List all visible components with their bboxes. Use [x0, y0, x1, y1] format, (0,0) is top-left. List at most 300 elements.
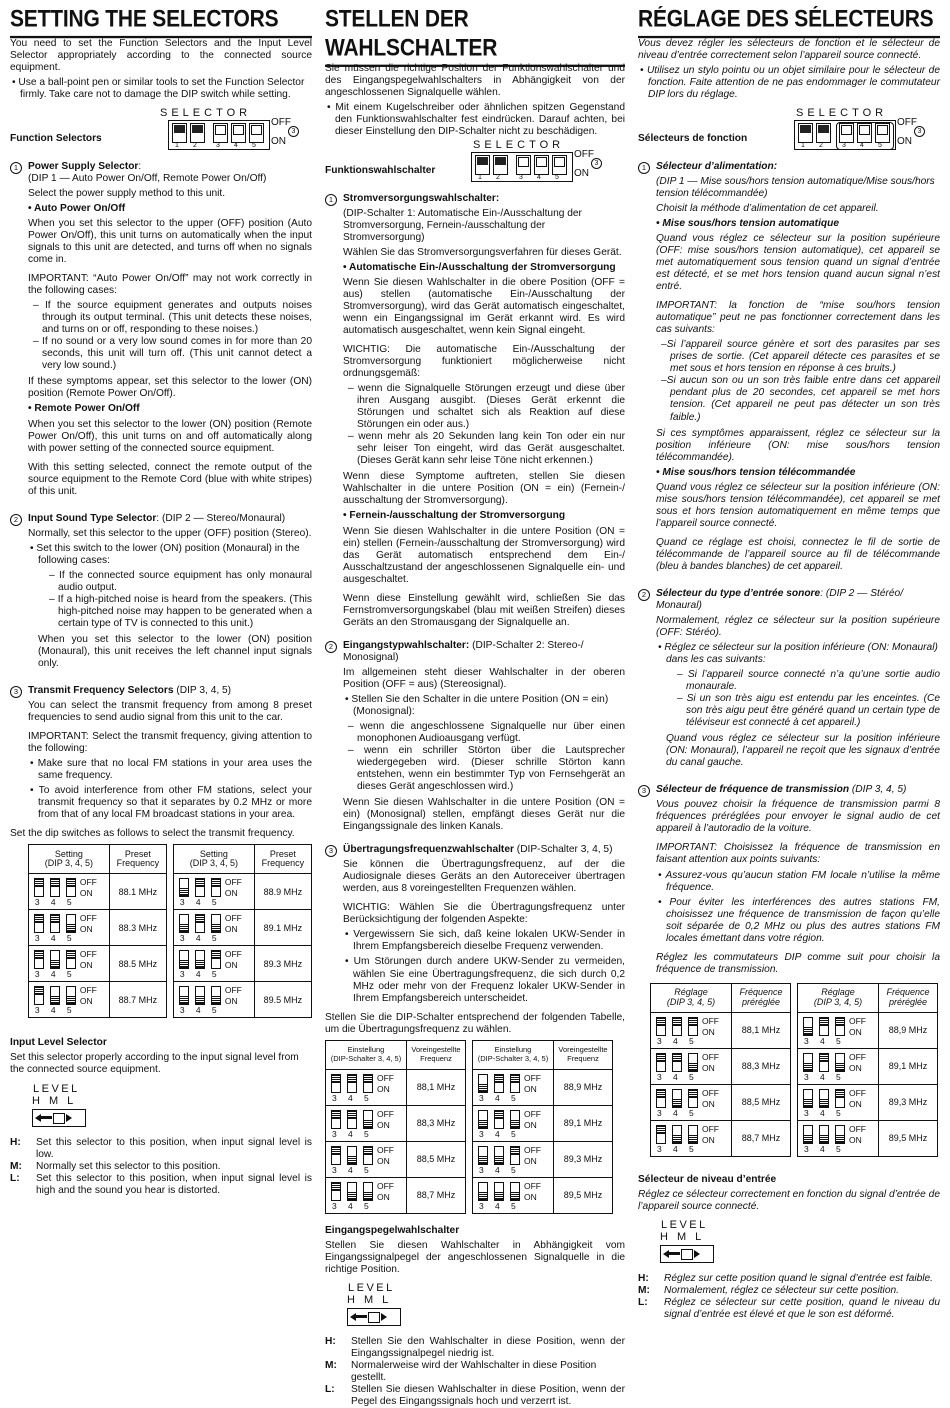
- table-row: [798, 1120, 938, 1156]
- dip-switch: [195, 950, 205, 969]
- dip-switch-setting: [652, 1122, 730, 1155]
- frequency-cell: 88.1 MHz: [109, 874, 166, 910]
- dip-number: 5: [511, 1092, 516, 1103]
- dip-number: 3: [179, 1005, 185, 1016]
- dip-switch: [688, 1125, 698, 1144]
- dip-number: 4: [673, 1143, 678, 1154]
- section-desc: Im allgemeinen steht dieser Wahlschalter in der oberen Position (OFF = aus) (Stereosignal).: [343, 666, 625, 690]
- section-power-supply: [10, 161, 312, 501]
- remote-power-head: • Remote Power On/Off: [28, 403, 140, 415]
- dip-number: 5: [364, 1128, 369, 1139]
- th-frequency: Preset Frequency: [254, 845, 311, 874]
- dip-number: 4: [673, 1035, 678, 1046]
- off-on-labels: OFF ON: [524, 1108, 541, 1130]
- setting-cell: [29, 982, 110, 1018]
- dip-switch: [34, 950, 44, 969]
- setting-cell: [174, 982, 255, 1018]
- table-row: [798, 1084, 938, 1120]
- setting-cell: [326, 1141, 407, 1177]
- section-transmit-frequency: [10, 685, 312, 824]
- important-note: WICHTIG: Wählen Sie die Übertragungsfrequenz unter Berücksichtigung der folgenden Aspekte:: [343, 902, 625, 926]
- switch-number: 4: [860, 141, 864, 149]
- dip-switch: [34, 914, 44, 933]
- dip-number: 4: [495, 1200, 500, 1211]
- dip-switch: [478, 1182, 488, 1201]
- dip-number: 5: [836, 1143, 841, 1154]
- selector-figure: [794, 107, 934, 153]
- important-note: IMPORTANT: Select the transmit frequency, giving attention to the following:: [28, 731, 312, 755]
- dip-number: 4: [820, 1071, 825, 1082]
- off-label: OFF: [271, 116, 291, 128]
- bullet-item: • Um Störungen durch andere UKW-Sender zu vermeiden, wählen Sie eine Übertragungsfrequenz, die sich durch 0,2 MHz oder mehr von der Frequenz lokaler UKW-Sender in Ihrem Empfangsbereich unterscheidet.: [345, 956, 625, 1004]
- dip-switch: [819, 1089, 829, 1108]
- table-row: [174, 874, 312, 910]
- dip-number: 4: [50, 969, 56, 980]
- dip-switch: [672, 1125, 682, 1144]
- off-on-labels: OFF ON: [79, 985, 97, 1007]
- frequency-cell: 89.3 MHz: [254, 946, 311, 982]
- level-key: M:: [325, 1359, 337, 1371]
- dip-switch: [211, 986, 221, 1005]
- dip-number: 5: [66, 969, 72, 980]
- circle-number-1: 1: [10, 162, 22, 174]
- dip-switch: [211, 950, 221, 969]
- column-german: [325, 6, 625, 1408]
- dip-switch-setting: [474, 1071, 552, 1104]
- off-on-labels: OFF ON: [702, 1051, 719, 1073]
- section-sub: (DIP 3, 4, 5): [849, 784, 907, 796]
- symptoms-text: If these symptoms appear, set this selector to the lower (ON) position (Remote Power On/Off).: [28, 376, 312, 400]
- level-text: Stellen Sie den Wahlschalter in diese Position, wenn der Eingangssignalpegel niedrig ist.: [351, 1335, 625, 1359]
- section-desc: Select the power supply method to this unit.: [28, 187, 226, 199]
- dip-switch-setting: [175, 983, 253, 1016]
- set-dip-instruction: Réglez les commutateurs DIP comme suit pour choisir la fréquence de transmission.: [656, 951, 940, 975]
- dip-switch: [835, 1017, 845, 1036]
- circle-3-callout: 3: [591, 158, 602, 169]
- setting-cell: [29, 874, 110, 910]
- function-selectors-label: Sélecteurs de fonction: [638, 132, 748, 144]
- intro-text: You need to set the Function Selectors and the Input Level Selector appropriately according to the connected source equipment.: [10, 37, 312, 73]
- dip-switch-setting: [30, 983, 108, 1016]
- table-row: [29, 910, 167, 946]
- dip-switch: [363, 1146, 373, 1165]
- level-definitions: [638, 1273, 940, 1321]
- dip-number: 3: [332, 1164, 337, 1175]
- dip-number: 4: [195, 969, 201, 980]
- switch-number: 1: [801, 141, 805, 149]
- section-note: Wenn Sie diesen Wahlschalter in die untere Position (ON = ein) (Monosignal) stellen, empfängt dieses Gerät nur die Eingangssignale des linken Kanals.: [343, 797, 625, 833]
- dip-switch-setting: [799, 1122, 877, 1155]
- dip-number: 4: [820, 1107, 825, 1118]
- dip-switch: [688, 1053, 698, 1072]
- dip-number: 5: [211, 1005, 217, 1016]
- dip-number: 5: [211, 933, 217, 944]
- dip-number: 3: [804, 1143, 809, 1154]
- dip-switch-setting: [799, 1050, 877, 1083]
- function-selectors-row: [638, 107, 940, 153]
- frequency-cell: 88.5 MHz: [109, 946, 166, 982]
- th-frequency: Fréquence préréglée: [879, 983, 938, 1012]
- table-row: [651, 1012, 791, 1048]
- section-power-supply-fr: [638, 161, 940, 576]
- th-setting: Setting (DIP 3, 4, 5): [29, 845, 110, 874]
- dip-switch: [819, 1053, 829, 1072]
- dip-switch: [179, 986, 189, 1005]
- dip-number: 4: [348, 1164, 353, 1175]
- remote-power-text: Wenn Sie diesen Wahlschalter in die untere Position (ON = ein) stellen (Fernein-/ausschaltung der Stromversorgung) wird das Gerät automatisch entsprechend dem Ein-/ Ausschaltzustand der angeschlossenen Signalquelle ein- und ausgeschaltet.: [343, 525, 625, 585]
- dip-switch: [656, 1017, 666, 1036]
- level-title: LEVEL: [661, 1218, 708, 1231]
- switch-number: 2: [496, 173, 500, 181]
- section-sub: : (DIP 2 — Stéréo/ Monaural): [656, 587, 904, 611]
- th-frequency: Preset Frequency: [109, 845, 166, 874]
- dip-number: 5: [511, 1200, 516, 1211]
- off-on-labels: OFF ON: [377, 1180, 394, 1202]
- section-title: Power Supply Selector: [28, 160, 139, 172]
- dip-number: 3: [804, 1107, 809, 1118]
- dip-number: 5: [511, 1164, 516, 1175]
- dip-switch: [494, 1182, 504, 1201]
- setting-cell: [651, 1120, 732, 1156]
- off-on-labels: OFF ON: [224, 985, 242, 1007]
- th-setting: Setting (DIP 3, 4, 5): [174, 845, 255, 874]
- dip-number: 3: [179, 933, 185, 944]
- section-desc: Normalement, réglez ce sélecteur sur la position supérieure (OFF: Stéréo).: [656, 614, 940, 638]
- frequency-cell: 88,9 MHz: [879, 1012, 938, 1048]
- frequency-cell: 89,5 MHz: [554, 1177, 613, 1213]
- dip-switch-setting: [652, 1050, 730, 1083]
- remote-power-text-2: With this setting selected, connect the remote output of the source equipment to the Remote Cord (blue with white stripes) of this unit.: [28, 461, 312, 497]
- dip-switch-setting: [474, 1179, 552, 1212]
- frequency-table: [797, 983, 938, 1157]
- dip-switch: [34, 878, 44, 897]
- setting-cell: [798, 1120, 879, 1156]
- dip-switch-setting: [30, 947, 108, 980]
- dip-switch: [835, 1125, 845, 1144]
- th-setting: Einstellung (DIP-Schalter 3, 4, 5): [326, 1040, 407, 1069]
- auto-power-head: • Auto Power On/Off: [28, 203, 126, 215]
- off-on-labels: OFF ON: [849, 1087, 866, 1109]
- dip-switch: [478, 1110, 488, 1129]
- section-sub: (DIP 3, 4, 5): [173, 685, 232, 697]
- dip-number: 4: [673, 1107, 678, 1118]
- selector-title: SELECTOR: [473, 138, 565, 151]
- important-note: IMPORTANT: Choisissez la fréquence de transmission en faisant attention aux points suivants:: [656, 842, 940, 866]
- frequency-table: [472, 1040, 613, 1214]
- dip-switch: [50, 914, 60, 933]
- dip-switch: [494, 1110, 504, 1129]
- dip-switch-1: [172, 123, 187, 143]
- on-label: ON: [271, 135, 286, 147]
- dip-number: 3: [179, 897, 185, 908]
- intro-bullet: • Use a ball-point pen or similar tools to set the Function Selector firmly. Take care not to damage the DIP switch while setting.: [12, 76, 305, 100]
- frequency-table: [28, 844, 167, 1018]
- dip-switch-block: [168, 120, 270, 150]
- important-note: IMPORTANT: “Auto Power On/Off” may not work correctly in the following cases:: [28, 273, 312, 297]
- dip-switch-setting: [327, 1071, 405, 1104]
- dip-number: 5: [211, 897, 217, 908]
- dip-switch: [66, 950, 76, 969]
- dip-number: 3: [34, 933, 40, 944]
- bullet-item: • To avoid interference from other FM stations, select your transmit frequency so that it separates by 0.2 MHz or more from that of any local FM broadcast stations in your area.: [30, 785, 312, 821]
- function-selectors-label: Function Selectors: [10, 132, 102, 144]
- dip-switch-5: [249, 123, 264, 143]
- table-row: [326, 1105, 466, 1141]
- section-desc: Vous pouvez choisir la fréquence de transmission parmi 8 fréquences préréglées pour envoyer le signal audio de cet appareil à l’autoradio de la voiture.: [656, 799, 940, 835]
- setting-cell: [473, 1105, 554, 1141]
- table-row: [798, 1012, 938, 1048]
- intro-bullet: • Utilisez un stylo pointu ou un objet similaire pour le sélecteur de fonction. Faite attention de ne pas endommager le commutateur DIP lors du réglage.: [640, 64, 940, 100]
- remote-power-head: • Mise sous/hors tension télécommandée: [656, 466, 856, 478]
- dip-number: 5: [836, 1071, 841, 1082]
- dip-number: 4: [820, 1143, 825, 1154]
- section-sub: (DIP 1 — Mise sous/hors tension automatique/Mise sous/hors tension télécommandée): [656, 175, 935, 199]
- important-note: WICHTIG: Die automatische Ein-/Ausschaltung der Stromversorgung funktioniert möglicherweise nicht ordnungsgemäß:: [343, 344, 625, 380]
- function-selectors-row: [325, 139, 625, 185]
- dip-switch-setting: [30, 911, 108, 944]
- section-title: Sélecteur d’alimentation:: [656, 160, 778, 172]
- bullet-item: • Make sure that no local FM stations in your area uses the same frequency.: [30, 758, 312, 782]
- dip-number: 3: [657, 1143, 662, 1154]
- section-transmit-de: [325, 844, 625, 1007]
- dip-switch: [803, 1017, 813, 1036]
- section-desc: You can select the transmit frequency from among 8 preset frequencies to send audio signal from this unit to the car.: [28, 700, 312, 724]
- section-desc: Wählen Sie das Stromversorgungsverfahren für dieses Gerät.: [343, 246, 622, 258]
- level-figure: [32, 1083, 92, 1129]
- level-figure: [660, 1219, 720, 1265]
- dip-number: 5: [66, 1005, 72, 1016]
- frequency-cell: 89,5 MHz: [879, 1120, 938, 1156]
- dip-switch: [688, 1017, 698, 1036]
- dip-switch: [347, 1074, 357, 1093]
- circle-number-2: 2: [10, 514, 22, 526]
- dip-switch: [672, 1017, 682, 1036]
- off-on-labels: OFF ON: [224, 913, 242, 935]
- setting-cell: [798, 1012, 879, 1048]
- off-on-labels: OFF ON: [849, 1123, 866, 1145]
- dip-number: 4: [495, 1164, 500, 1175]
- dip-switch-setting: [799, 1014, 877, 1047]
- off-on-labels: OFF ON: [849, 1015, 866, 1037]
- setting-cell: [326, 1105, 407, 1141]
- frequency-cell: 88,5 MHz: [407, 1141, 466, 1177]
- dip-switch: [179, 950, 189, 969]
- dip-switch: [672, 1089, 682, 1108]
- setting-cell: [174, 910, 255, 946]
- table-row: [326, 1177, 466, 1213]
- circle-number-1: 1: [638, 162, 650, 174]
- dip-switch: [211, 914, 221, 933]
- level-letters: HML: [32, 1094, 83, 1107]
- intro-text: Sie müssen die richtige Position der Funktionswahlschalter und des Eingangspegelwahlschalters in Abhängigkeit von der angeschlossenen Signalquelle wählen.: [325, 62, 625, 98]
- off-label: OFF: [574, 148, 594, 160]
- column-french: [638, 6, 940, 1321]
- frequency-cell: 89.1 MHz: [254, 910, 311, 946]
- dash-item: – If a high-pitched noise is heard from the speakers. (This high-pitched noise may happen to be generated when a certain type of TV is connected to this unit.): [49, 593, 312, 629]
- dip-number: 3: [804, 1071, 809, 1082]
- dip-switch: [195, 914, 205, 933]
- section-sub: (DIP-Schalter 1: Automatische Ein-/Ausschaltung der Stromversorgung, Fernein-/ausschaltung der Stromversorgung): [343, 207, 582, 243]
- on-label: ON: [574, 167, 589, 179]
- dash-item: – If the connected source equipment has only monaural audio output.: [49, 569, 312, 593]
- dip-number: 4: [348, 1128, 353, 1139]
- page-title-en: SETTING THE SELECTORS: [10, 6, 312, 38]
- section-power-supply-de: [325, 193, 625, 632]
- bullet-item: • Stellen Sie den Schalter in die untere Position (ON = ein) (Monosignal):: [345, 693, 609, 717]
- column-english: [10, 6, 312, 1197]
- section-title: Sélecteur de fréquence de transmission: [656, 784, 850, 796]
- table-row: [651, 1048, 791, 1084]
- dip-switch-setting: [30, 875, 108, 908]
- table-row: [651, 1084, 791, 1120]
- level-letters: HML: [660, 1230, 711, 1243]
- dip-switch: [510, 1146, 520, 1165]
- frequency-cell: 89,1 MHz: [879, 1048, 938, 1084]
- dip-number: 4: [50, 1005, 56, 1016]
- page-title-de: STELLEN DER WAHLSCHALTER: [325, 6, 625, 66]
- switch-number: 5: [252, 141, 256, 149]
- dip-number: 3: [34, 1005, 40, 1016]
- off-on-labels: OFF ON: [377, 1072, 394, 1094]
- section-sub: : (DIP 1 — Auto Power On/Off, Remote Power On/Off): [28, 160, 267, 184]
- dip-switch: [835, 1089, 845, 1108]
- dip-number: 5: [364, 1200, 369, 1211]
- level-text: Normally set this selector to this position.: [36, 1160, 221, 1172]
- section-desc: Choisit la méthode d’alimentation de cet appareil.: [656, 203, 879, 215]
- dip-number: 4: [50, 897, 56, 908]
- dash-item: – wenn mehr als 20 Sekunden lang kein Ton oder ein nur sehr leiser Ton eingeht, wird das Gerät ausgeschaltet. (Dieses Gerät kann sehr leise Töne nicht erkennen.): [348, 431, 625, 467]
- dip-number: 5: [689, 1035, 694, 1046]
- table-row: [798, 1048, 938, 1084]
- table-row: [174, 946, 312, 982]
- setting-cell: [651, 1048, 732, 1084]
- table-row: [29, 874, 167, 910]
- setting-cell: [651, 1084, 732, 1120]
- section-input-type-fr: [638, 588, 940, 772]
- bullet-item: • Vergewissern Sie sich, daß keine lokalen UKW-Sender in Ihrem Empfangsbereich dieselbe Frequenz verwenden.: [345, 929, 625, 953]
- dip-switch: [66, 986, 76, 1005]
- level-text: Normalerweise wird der Wahlschalter in diese Position gestellt.: [351, 1359, 597, 1383]
- bullet-item: • Pour éviter les interférences des autres stations FM, choisissez une fréquence de transmission de façon qu’elle soit séparée de 0,2 MHz ou plus des autres stations FM locales émettant dans votre région.: [658, 896, 940, 944]
- frequency-table: [325, 1040, 466, 1214]
- input-level-desc: Stellen Sie diesen Wahlschalter in Abhängigkeit vom Eingangssignalpegel der angeschlossenen Signalquelle in die richtige Position.: [325, 1239, 625, 1275]
- section-sub: (DIP-Schalter 3, 4, 5): [513, 844, 613, 856]
- set-dip-instruction: Set the dip switches as follows to select the transmit frequency.: [10, 828, 295, 840]
- important-note: IMPORTANT: la fonction de “mise sou/hors tension automatique” peut ne pas fonctionner correctement dans les cas suivants:: [656, 300, 940, 336]
- dip-switch: [494, 1074, 504, 1093]
- dip-number: 4: [495, 1092, 500, 1103]
- off-on-labels: OFF ON: [79, 877, 97, 899]
- dip-number: 3: [479, 1092, 484, 1103]
- dip-switch-4: [231, 123, 246, 143]
- dip-switch-setting: [799, 1086, 877, 1119]
- auto-power-text: Quand vous réglez ce sélecteur sur la position supérieure (OFF: mise sous/hors tension automatique), cet appareil se met automatiquement sous tension quand un signal d’entrée est détecté, et se met hors tension quand aucun signal n’est entré.: [656, 233, 940, 293]
- dip-number: 5: [66, 933, 72, 944]
- dash-item: – Si l’appareil source connecté n’a qu’une sortie audio monaurale.: [677, 669, 940, 693]
- dip-number: 3: [479, 1200, 484, 1211]
- page-title-fr: RÉGLAGE DES SÉLECTEURS: [638, 6, 940, 38]
- section-sub: : (DIP 2 — Stereo/Monaural): [156, 512, 286, 524]
- dip-switch: [363, 1074, 373, 1093]
- dip-switch-setting: [327, 1107, 405, 1140]
- dip-switch: [803, 1053, 813, 1072]
- level-text: Réglez sur cette position quand le signal d’entrée est faible.: [664, 1272, 934, 1284]
- level-definitions: [325, 1336, 625, 1408]
- dip-switch-setting: [474, 1107, 552, 1140]
- dash-item: – wenn die angeschlossene Signalquelle nur über einen monophonen Audioausgang verfügt.: [348, 720, 625, 744]
- setting-cell: [326, 1177, 407, 1213]
- frequency-cell: 88,5 MHz: [732, 1084, 791, 1120]
- dip-switch: [50, 986, 60, 1005]
- setting-cell: [174, 946, 255, 982]
- dip-number: 5: [364, 1092, 369, 1103]
- input-level-head: Input Level Selector: [10, 1037, 107, 1049]
- input-level-head: Eingangspegelwahlschalter: [325, 1224, 460, 1236]
- dip-switch: [656, 1053, 666, 1072]
- dip-switch-setting: [327, 1179, 405, 1212]
- function-selectors-row: [10, 107, 312, 153]
- dip-number: 3: [332, 1128, 337, 1139]
- intro-text: Vous devez régler les sélecteurs de fonction et le sélecteur de niveau d’entrée correctement selon l’appareil source connecté.: [638, 37, 940, 61]
- level-figure: [347, 1282, 407, 1328]
- table-row: [473, 1105, 613, 1141]
- dip-switch: [510, 1182, 520, 1201]
- th-frequency: Fréquence préréglée: [732, 983, 791, 1012]
- input-level-head: Sélecteur de niveau d’entrée: [638, 1173, 777, 1185]
- frequency-cell: 88,7 MHz: [732, 1120, 791, 1156]
- frequency-cell: 88,1 MHz: [407, 1069, 466, 1105]
- section-sub: (DIP-Schalter 2: Stereo-/ Monosignal): [343, 639, 584, 663]
- dash-item: –Si l’appareil source génère et sort des parasites par ses prises de sortie. (Cet appareil détecte ces parasites et se met sous et hors tension en réponse à ces bruits.): [661, 339, 940, 375]
- off-label: OFF: [897, 116, 917, 128]
- level-key: L:: [325, 1383, 335, 1395]
- frequency-table: [173, 844, 312, 1018]
- dip-number: 4: [195, 933, 201, 944]
- level-title: LEVEL: [33, 1082, 80, 1095]
- dip-number: 5: [211, 969, 217, 980]
- dip-number: 5: [836, 1035, 841, 1046]
- table-row: [651, 1120, 791, 1156]
- off-on-labels: OFF ON: [224, 949, 242, 971]
- bullet-item: • Assurez-vous qu’aucun station FM locale n’utilise la même fréquence.: [658, 869, 940, 893]
- dip-number: 3: [34, 969, 40, 980]
- dip-number: 3: [179, 969, 185, 980]
- dip-number: 4: [195, 897, 201, 908]
- dip-number: 5: [511, 1128, 516, 1139]
- switch-number: 5: [555, 173, 559, 181]
- bullet-item: • Réglez ce sélecteur sur la position inférieure (ON: Monaural) dans les cas suivants:: [658, 642, 938, 666]
- th-frequency: Voreingestellte Frequenz: [554, 1040, 613, 1069]
- dip-number: 4: [820, 1035, 825, 1046]
- level-letters: HML: [347, 1293, 398, 1306]
- dip-switch: [478, 1146, 488, 1165]
- switch-number: 1: [175, 141, 179, 149]
- circle-number-1: 1: [325, 194, 337, 206]
- dash-item: – If the source equipment generates and outputs noises through its output terminal. (This unit detects these noises, and turns on or off, responding to these noises.): [33, 300, 312, 336]
- bullet-item: • Set this switch to the lower (ON) position (Monaural) in the following cases:: [30, 542, 300, 566]
- table-row: [473, 1141, 613, 1177]
- dip-switch: [363, 1110, 373, 1129]
- dip-switch: [656, 1125, 666, 1144]
- level-key: L:: [638, 1296, 648, 1308]
- dip-switch-setting: [652, 1086, 730, 1119]
- dip-number: 3: [657, 1107, 662, 1118]
- section-title: Transmit Frequency Selectors: [28, 685, 174, 697]
- dip-switch: [803, 1089, 813, 1108]
- frequency-cell: 89,3 MHz: [554, 1141, 613, 1177]
- input-level-desc: Set this selector properly according to the input signal level from the connected source equipment.: [10, 1052, 299, 1076]
- auto-power-text: Wenn Sie diesen Wahlschalter in die obere Position (OFF = aus) stellen (automatische Ein-/Ausschaltung der Stromversorgung), wird das Gerät automatisch eingeschaltet, wenn ein Eingangssignal im Gerät erkannt wird. Es wird automatisch ausgeschaltet, wenn kein Signal eingeht.: [343, 276, 625, 337]
